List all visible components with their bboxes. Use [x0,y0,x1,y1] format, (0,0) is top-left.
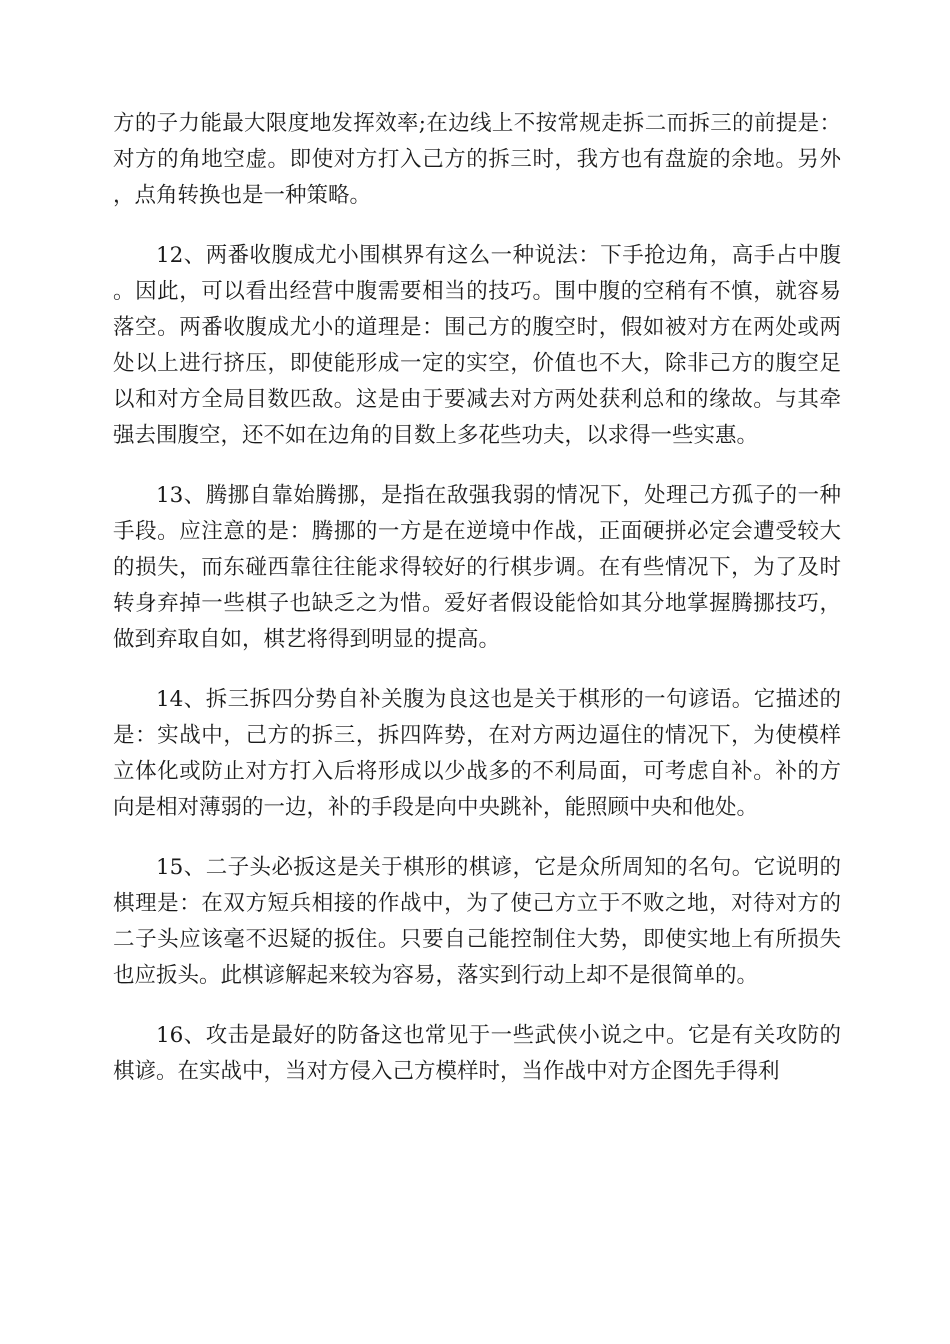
paragraph-item-16: 16、攻击是最好的防备这也常见于一些武侠小说之中。它是有关攻防的棋谚。在实战中，当对方侵入己方模样时，当作战中对方企图先手得利 [113,1023,841,1084]
paragraph-continuation: 方的子力能最大限度地发挥效率;在边线上不按常规走拆二而拆三的前提是：对方的角地空虚。即使对方打入己方的拆三时，我方也有盘旋的余地。另外，点角转换也是一种策略。 [113,111,841,208]
document-page [113,106,841,1114]
paragraph-item-12: 12、两番收腹成尤小围棋界有这么一种说法：下手抢边角，高手占中腹。因此，可以看出经营中腹需要相当的技巧。围中腹的空稍有不慎，就容易落空。两番收腹成尤小的道理是：围己方的腹空时，假如被对方在两处或两处以上进行挤压，即使能形成一定的实空，价值也不大，除非己方的腹空足以和对方全局目数匹敌。这是由于要减去对方两处获利总和的缘故。与其牵强去围腹空，还不如在边角的目数上多花些功夫，以求得一些实惠。 [113,243,841,448]
paragraph-item-13: 13、腾挪自靠始腾挪，是指在敌强我弱的情况下，处理己方孤子的一种手段。应注意的是：腾挪的一方是在逆境中作战，正面硬拼必定会遭受较大的损失，而东碰西靠往往能求得较好的行棋步调。在有些情况下，为了及时转身弃掉一些棋子也缺乏之为惜。爱好者假设能恰如其分地掌握腾挪技巧，做到弃取自如，棋艺将得到明显的提高。 [113,483,841,652]
paragraph-item-15: 15、二子头必扳这是关于棋形的棋谚，它是众所周知的名句。它说明的棋理是：在双方短兵相接的作战中，为了使己方立于不败之地，对待对方的二子头应该毫不迟疑的扳住。只要自己能控制住大势，即使实地上有所损失也应扳头。此棋谚解起来较为容易，落实到行动上却不是很简单的。 [113,855,841,988]
paragraph-item-14: 14、拆三拆四分势自补关腹为良这也是关于棋形的一句谚语。它描述的是：实战中，己方的拆三，拆四阵势，在对方两边逼住的情况下，为使模样立体化或防止对方打入后将形成以少战多的不利局面，可考虑自补。补的方向是相对薄弱的一边，补的手段是向中央跳补，能照顾中央和他处。 [113,687,841,820]
